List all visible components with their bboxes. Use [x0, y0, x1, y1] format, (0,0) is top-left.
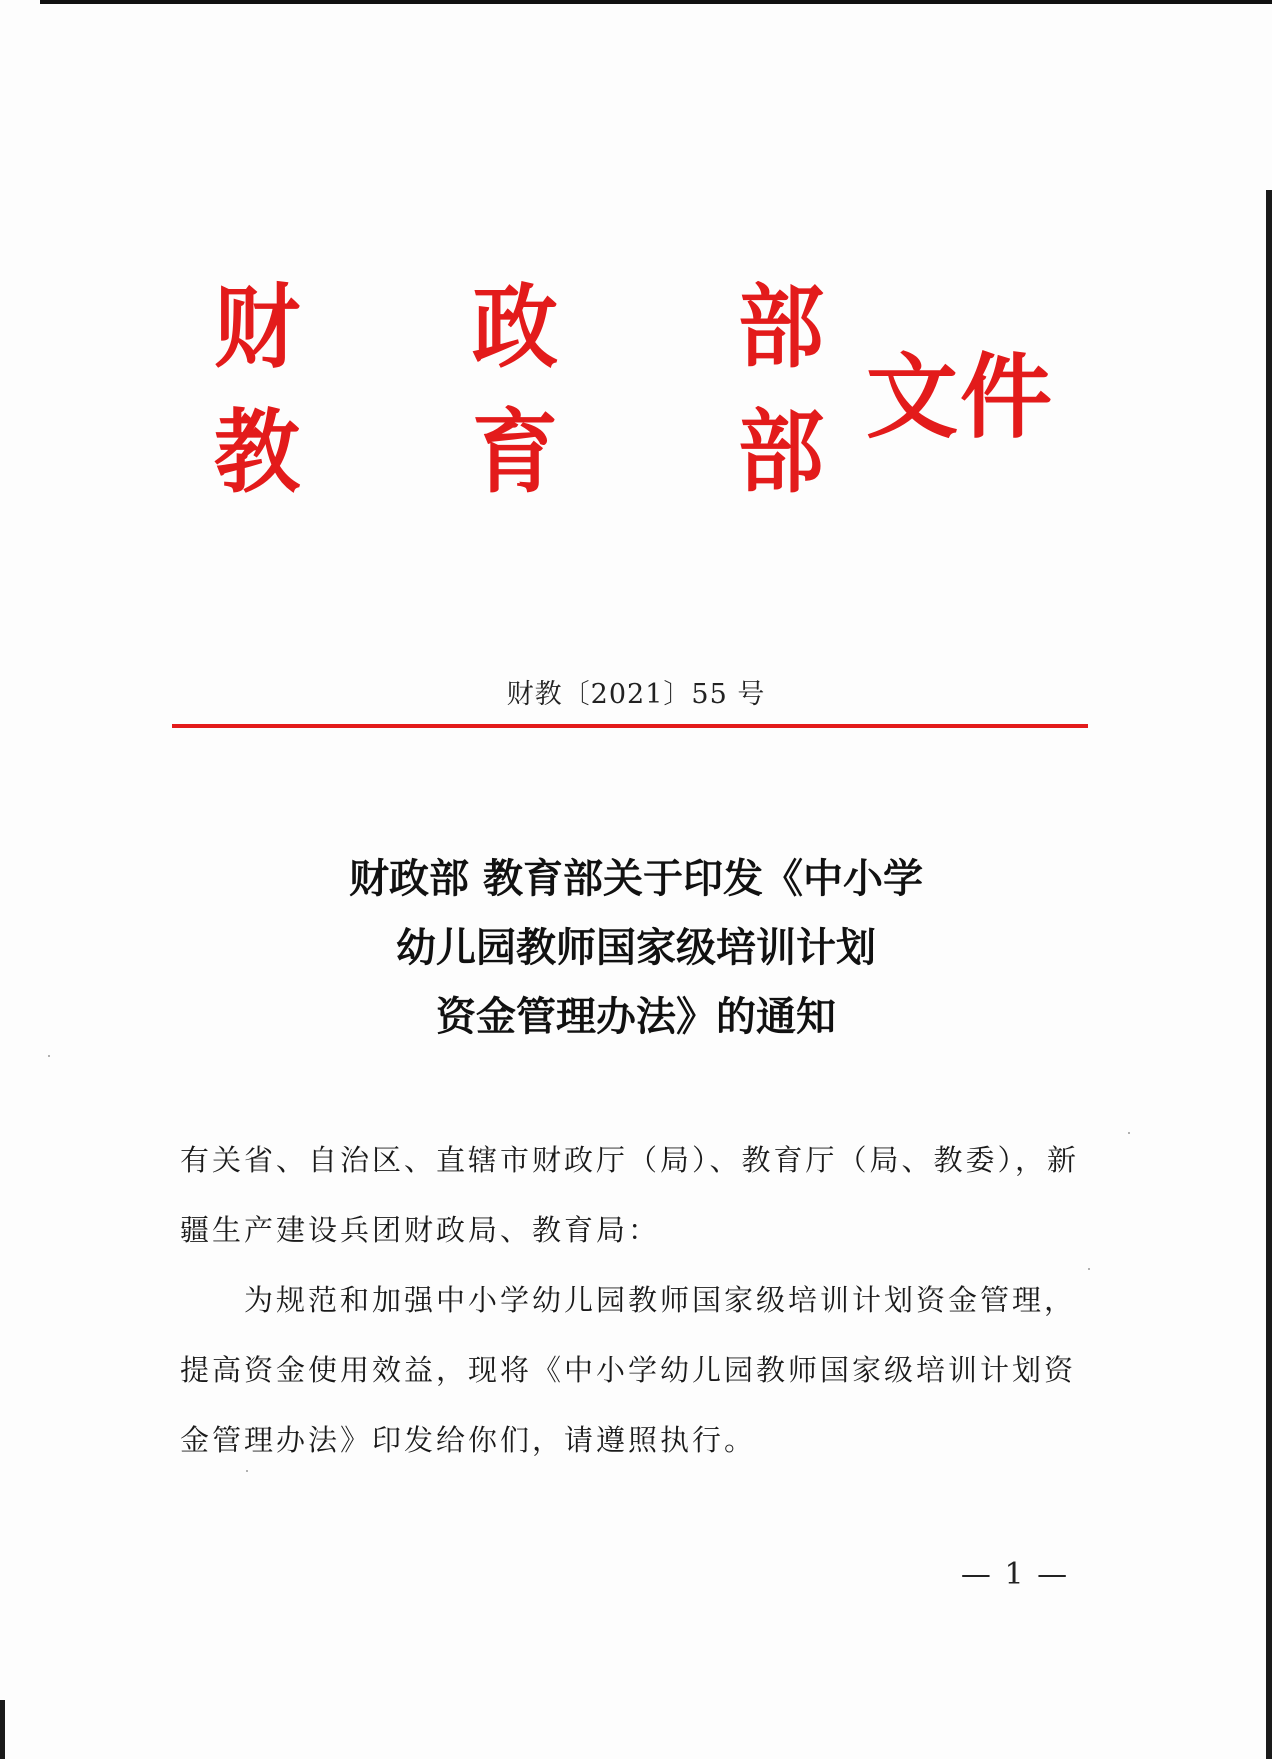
page-number: — 1 —	[960, 1557, 1070, 1592]
masthead-suffix: 文件	[866, 344, 1055, 451]
red-divider	[172, 724, 1088, 728]
red-masthead	[0, 0, 1272, 560]
title-line: 资金管理办法》的通知	[436, 994, 836, 1040]
masthead-char: 教	[214, 400, 300, 506]
scan-border-left	[0, 1700, 5, 1759]
title-line: 幼儿园教师国家级培训计划	[396, 925, 876, 971]
paragraph-line: 为规范和加强中小学幼儿园教师国家级培训计划资金管理，	[244, 1283, 1077, 1317]
document-number: 财教〔2021〕55 号	[506, 679, 766, 710]
scan-speck	[1128, 1132, 1130, 1134]
addressee-block	[180, 1125, 1100, 1265]
paragraph-line: 金管理办法》印发给你们，请遵照执行。	[180, 1423, 757, 1457]
addressee-line: 有关省、自治区、直辖市财政厅（局）、教育厅（局、教委），新	[180, 1143, 1080, 1177]
title-line: 财政部 教育部关于印发《中小学	[349, 856, 923, 902]
masthead-char: 政	[472, 275, 558, 381]
paragraph-line: 提高资金使用效益，现将《中小学幼儿园教师国家级培训计划资	[180, 1353, 1077, 1387]
masthead-char: 育	[472, 400, 558, 506]
masthead-char: 部	[738, 275, 824, 381]
document-title	[0, 845, 1272, 1052]
scan-speck	[48, 1055, 50, 1057]
addressee-line: 疆生产建设兵团财政局、教育局：	[180, 1213, 661, 1247]
masthead-char: 财	[214, 275, 300, 381]
body-paragraph	[180, 1265, 1100, 1475]
masthead-char: 部	[738, 400, 824, 506]
